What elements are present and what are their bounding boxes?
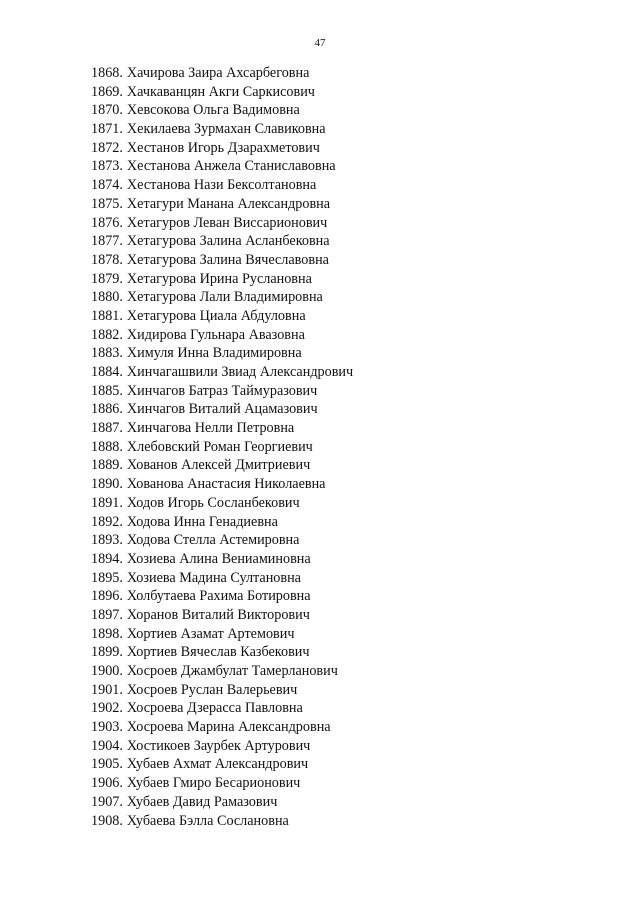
list-item [91, 251, 353, 270]
entry-name: Ходова Стелла Астемировна [126, 532, 300, 549]
entry-number: 1883. [91, 345, 123, 362]
entry-number: 1889. [91, 457, 123, 474]
list-item [91, 550, 353, 569]
entry-name: Хестанов Игорь Дзарахметович [126, 139, 320, 156]
entry-name: Хинчагов Виталий Ацамазович [126, 401, 318, 418]
list-item [91, 157, 353, 176]
list-item [91, 176, 353, 195]
list-item [91, 681, 353, 700]
entry-number: 1885. [91, 382, 123, 399]
entry-number: 1888. [91, 438, 123, 455]
list-item [91, 64, 353, 83]
entry-name: Холбутаева Рахима Ботировна [126, 588, 311, 605]
list-item [91, 569, 353, 588]
entry-name: Хлебовский Роман Георгиевич [126, 438, 313, 455]
entry-name: Хетагури Манана Александровна [126, 195, 331, 212]
entry-name: Хортиев Вячеслав Казбекович [126, 644, 310, 661]
list-item [91, 195, 353, 214]
entry-name: Хекилаева Зурмахан Славиковна [126, 121, 326, 138]
list-item [91, 531, 353, 550]
list-item [91, 344, 353, 363]
list-item [91, 232, 353, 251]
list-item [91, 755, 353, 774]
entry-number: 1877. [91, 233, 123, 250]
entry-name: Хетагурова Циала Абдуловна [126, 307, 306, 324]
entry-name: Хозиева Мадина Султановна [126, 569, 301, 586]
list-item [91, 214, 353, 233]
entry-name: Хетагурова Ирина Руслановна [126, 270, 312, 287]
entry-name: Хетагурова Залина Асланбековна [126, 233, 330, 250]
entry-number: 1879. [91, 270, 123, 287]
entry-name: Хозиева Алина Вениаминовна [126, 550, 311, 567]
entry-name: Ходов Игорь Сосланбекович [126, 494, 300, 511]
entry-name: Хубаев Гмиро Бесарионович [126, 775, 301, 792]
list-item [91, 812, 353, 831]
entry-number: 1887. [91, 420, 123, 437]
entry-number: 1897. [91, 606, 123, 623]
list-item [91, 587, 353, 606]
list-item [91, 382, 353, 401]
entry-number: 1873. [91, 158, 123, 175]
entry-number: 1908. [91, 812, 123, 829]
list-item [91, 737, 353, 756]
entry-number: 1906. [91, 775, 123, 792]
list-item [91, 270, 353, 289]
entry-number: 1896. [91, 588, 123, 605]
entry-name: Хетагурова Залина Вячеславовна [126, 251, 329, 268]
list-item [91, 307, 353, 326]
entry-name: Химуля Инна Владимировна [126, 345, 302, 362]
entry-name: Хостикоев Заурбек Артурович [126, 737, 311, 754]
entry-number: 1894. [91, 550, 123, 567]
entry-name: Хинчагов Батраз Таймуразович [126, 382, 318, 399]
list-item [91, 513, 353, 532]
entry-number: 1900. [91, 663, 123, 679]
list-item [91, 120, 353, 139]
list-item [91, 606, 353, 625]
entry-name: Хосроева Дзерасса Павловна [126, 700, 303, 717]
list-item [91, 288, 353, 307]
entry-number: 1870. [91, 102, 123, 119]
entry-number: 1891. [91, 494, 123, 511]
entry-number: 1880. [91, 289, 123, 306]
entry-number: 1871. [91, 121, 123, 138]
entry-number: 1899. [91, 644, 123, 661]
entry-number: 1882. [91, 326, 123, 343]
entry-name: Хевсокова Ольга Вадимовна [126, 102, 300, 119]
entry-name: Хачирова Заира Ахсарбеговна [126, 65, 310, 81]
entry-name: Хортиев Азамат Артемович [126, 625, 295, 642]
entry-number: 1881. [91, 307, 123, 324]
entry-name: Хачкаванцян Акги Саркисович [126, 83, 315, 100]
entry-name: Хинчагашвили Звиад Александрович [126, 364, 354, 380]
list-item [91, 419, 353, 438]
list-item [91, 83, 353, 102]
list-item [91, 438, 353, 457]
entry-name: Хосроев Руслан Валерьевич [126, 681, 298, 698]
list-item [91, 363, 353, 382]
entry-number: 1890. [91, 476, 123, 493]
entry-name: Хосроев Джамбулат Тамерланович [126, 663, 338, 679]
list-item [91, 494, 353, 513]
entry-number: 1876. [91, 214, 123, 231]
entry-name: Хестанова Анжела Станиславовна [126, 158, 336, 175]
entry-name: Хидирова Гульнара Авазовна [126, 326, 305, 343]
name-list [91, 64, 353, 830]
entry-number: 1901. [91, 681, 123, 698]
list-item [91, 774, 353, 793]
list-item [91, 400, 353, 419]
entry-number: 1868. [91, 65, 123, 81]
entry-name: Хубаева Бэлла Сослановна [126, 812, 289, 829]
list-item [91, 475, 353, 494]
entry-name: Хосроева Марина Александровна [126, 719, 331, 736]
entry-name: Хетагуров Леван Виссарионович [126, 214, 328, 231]
entry-number: 1895. [91, 569, 123, 586]
entry-number: 1904. [91, 737, 123, 754]
entry-number: 1903. [91, 719, 123, 736]
list-item [91, 456, 353, 475]
entry-number: 1884. [91, 364, 123, 380]
entry-name: Хубаев Давид Рамазович [126, 793, 278, 810]
entry-number: 1886. [91, 401, 123, 418]
entry-name: Хетагурова Лали Владимировна [126, 289, 323, 306]
entry-name: Ходова Инна Генадиевна [126, 513, 278, 530]
entry-name: Хованова Анастасия Николаевна [126, 476, 326, 493]
list-item [91, 625, 353, 644]
entry-number: 1893. [91, 532, 123, 549]
entry-name: Хоранов Виталий Викторович [126, 606, 310, 623]
list-item [91, 718, 353, 737]
entry-number: 1874. [91, 177, 123, 194]
list-item [91, 662, 353, 681]
entry-name: Хованов Алексей Дмитриевич [126, 457, 311, 474]
list-item [91, 699, 353, 718]
entry-number: 1869. [91, 83, 123, 100]
list-item [91, 139, 353, 158]
list-item [91, 643, 353, 662]
entry-name: Хинчагова Нелли Петровна [126, 420, 295, 437]
entry-name: Хубаев Ахмат Александрович [126, 756, 309, 773]
entry-number: 1892. [91, 513, 123, 530]
list-item [91, 101, 353, 120]
list-item [91, 326, 353, 345]
entry-number: 1872. [91, 139, 123, 156]
entry-number: 1907. [91, 793, 123, 810]
entry-number: 1902. [91, 700, 123, 717]
page-number: 47 [314, 37, 326, 49]
entry-number: 1875. [91, 195, 123, 212]
list-item [91, 793, 353, 812]
entry-name: Хестанова Нази Бексолтановна [126, 177, 317, 194]
entry-number: 1905. [91, 756, 123, 773]
entry-number: 1898. [91, 625, 123, 642]
entry-number: 1878. [91, 251, 123, 268]
